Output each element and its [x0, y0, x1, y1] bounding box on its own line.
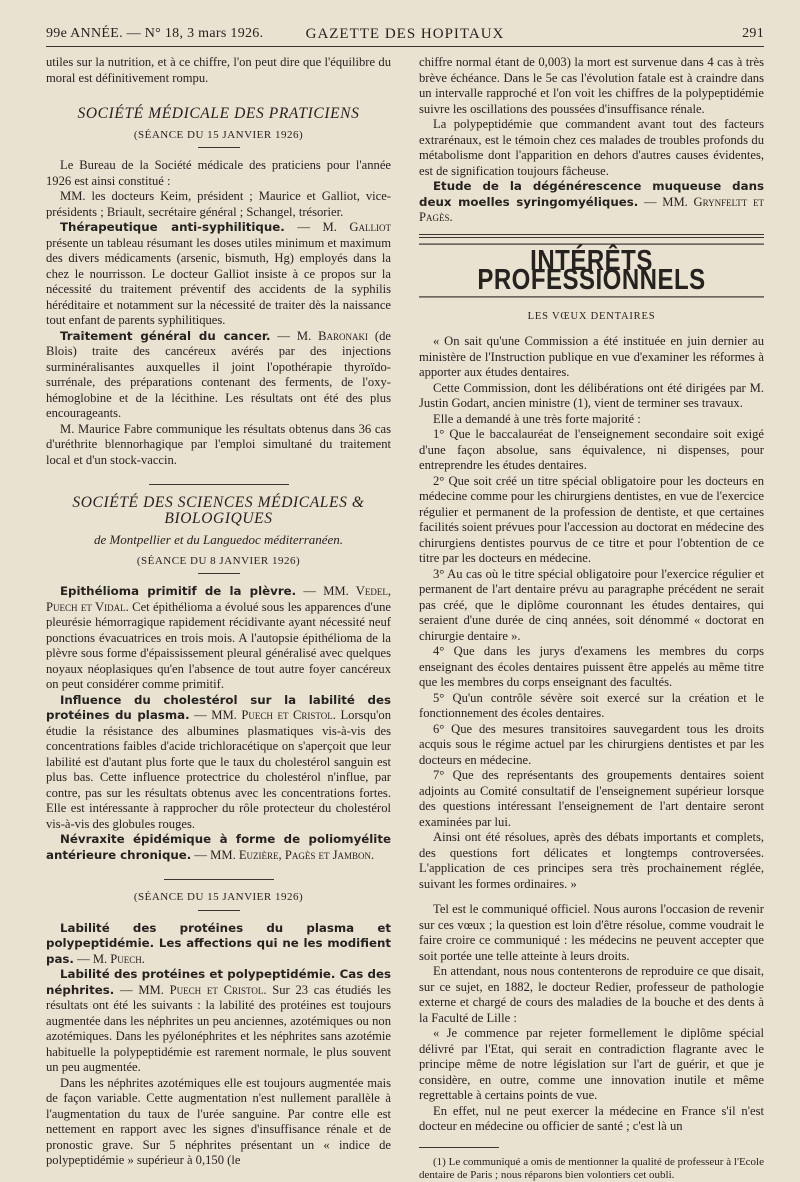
- article-title: Etude de la dégénérescence muqueuse dans deux moelles syringomyéliques.: [419, 179, 764, 209]
- session-date: (SÉANCE DU 15 JANVIER 1926): [133, 128, 304, 141]
- paragraph: Le Bureau de la Société médicale des praticiens pour l'année 1926 est ainsi constitué :: [46, 158, 391, 188]
- article-authors: MM. Grynfeltt et Pagès.: [419, 194, 764, 224]
- voeu-item: 4° Que dans les jurys d'examens les membres du corps enseignant des écoles dentaires puissent être appelés au même titre que les membres du corps enseignant des facultés.: [419, 644, 764, 689]
- short-divider: [198, 910, 240, 911]
- article-text: Cet épithélioma a évolué sous les apparences d'une pleurésie hémorragique rapidement récidivante ayant nécessité neuf ponctions évacuatrices en trois mois. A l'autopsie épithélioma de la plèvre sous forme d'épaississement pleural généralisé avec quelques noyaux néoplasiques qu'en l'absence de tout autre foyer cancéreux on peut considérer comme primitif.: [46, 599, 391, 691]
- article-cholesterol: Influence du cholestérol sur la labilité des protéines du plasma. — MM. Puech et Cristol. Lorsqu'on étudie la résistance des albumines plasmatiques vis-à-vis des concentrations faibles d'acide trichloracétique on s'aperçoit que leur labilité est d'autant plus forte que le taux du cholestérol sanguin est plus bas. Cette influence protectrice du cholestérol n'influe, par contre, pas sur les résultats obtenus avec les concentrations fortes. Elle est intéressante à rapprocher du rôle protecteur du cholestérol vis-à-vis des globules rouges.: [46, 692, 392, 831]
- article-authors: M. Baronaki: [296, 328, 369, 343]
- voeu-item: 5° Qu'un contrôle sévère soit exercé sur la création et le fonctionnement des écoles dentaires.: [419, 690, 764, 720]
- journal-title: GAZETTE DES HOPITAUX: [305, 26, 505, 42]
- section-divider: [149, 484, 289, 485]
- footnote-divider: [419, 1147, 499, 1148]
- article-text: présente un tableau résumant les doses utiles minimum et maximum des divers médicaments (arsenic, bismuth, Hg) employés dans la chez le nourrisson. Le docteur Galliot insiste à ce propos sur la nécessité du traitement préventif des accidents de la syphilis héréditaire et notamment sur la nécessité de traiter dès la naissance tout enfant de parents syphilitiques.: [46, 235, 391, 327]
- section-title-praticiens: SOCIÉTÉ MÉDICALE DES PRATICIENS: [77, 105, 360, 122]
- article-authors: M. Puech.: [92, 951, 145, 966]
- paragraph: Elle a demandé à une très forte majorité :: [433, 411, 641, 426]
- article-therapeutique: Thérapeutique anti-syphilitique. — M. Galliot présente un tableau résumant les doses utiles minimum et maximum des divers médicaments (arsenic, bismuth, Hg) employés dans la chez le nourrisson. Le docteur Galliot insiste à ce propos sur la nécessité du traitement préventif des accidents de la syphilis héréditaire et notamment sur la nécessité de traiter dès la naissance tout enfant de parents syphilitiques.: [46, 220, 391, 327]
- section-subhead: LES VŒUX DENTAIRES: [527, 310, 656, 322]
- article-syringomyelie: Etude de la dégénérescence muqueuse dans deux moelles syringomyéliques. — MM. Grynfeltt et Pagès.: [419, 179, 764, 224]
- voeu-item: 1° Que le baccalauréat de l'enseignement secondaire soit exigé d'une façon absolue, sans équivalence, ni dispenses, pour entreprendre les études dentaires.: [419, 427, 764, 472]
- article-authors: M. Galliot: [322, 220, 391, 234]
- article-authors: MM. Puech et Cristol.: [211, 708, 336, 722]
- article-title: Traitement général du cancer.: [60, 328, 271, 343]
- article-nevraxite: Névraxite épidémique à forme de poliomyélite antérieure chronique. — MM. Euzière, Pagès et Jambon.: [46, 832, 391, 862]
- paragraph: chiffre normal étant de 0,003) la mort est survenue dans 4 cas à très brève échéance. Dans le 5e cas l'évolution fatale est à craindre dans un intervalle rapproché et l'on voit les chiffres de la polypeptidémie suivre les oscillations des poussées d'insuffisance rénale.: [419, 55, 764, 116]
- article-authors: MM. Euzière, Pagès et Jambon.: [210, 847, 375, 862]
- article-nephrites: Labilité des protéines et polypeptidémie. Cas des néphrites. — MM. Puech et Cristol. Sur 23 cas étudiés les résultats ont été les suivants : la labilité des protéines est toujours augmentée dans les néphrites un peu anciennes, azotémiques ou non azotémiques. Dans les pyélonéphrites et les néphrites sans azotémie habituelle la polypeptidémie est rarement normale, le plus souvent un peu augmentée.: [46, 967, 392, 1074]
- article-title: Thérapeutique anti-syphilitique.: [60, 220, 285, 234]
- running-head: [46, 20, 764, 47]
- short-divider: [198, 147, 240, 148]
- voeu-item: 3° Au cas où le titre spécial obligatoire pour l'exercice régulier et permanent de l'art dentaire prévu au paragraphe précédent ne serait pas créé, que le diplôme couronnant les études dentaires, qui seraient d'une durée de cinq années, soit dénommé « doctorat en chirurgie dentaire ».: [419, 566, 764, 643]
- section-title-sciences: SOCIÉTÉ DES SCIENCES MÉDICALES & BIOLOGIQUES: [72, 494, 365, 527]
- intro-paragraph: utiles sur la nutrition, et à ce chiffre, l'on peut dire que l'équilibre du moral est définitivement rompu.: [46, 55, 391, 85]
- paragraph: La polypeptidémie que commandent avant tout des facteurs extrarénaux, est le témoin chez ces malades de troubles profonds du métabolisme dont l'apparition en dehors d'autres causes évidentes, est de signification toujours fâcheuse.: [419, 117, 764, 178]
- article-title: Névraxite épidémique à forme de poliomyélite antérieure chronique.: [46, 832, 391, 862]
- session-date: (SÉANCE DU 8 JANVIER 1926): [136, 554, 301, 567]
- article-title: Labilité des protéines du plasma et polypeptidémie. Les affections qui ne les modifient pas.: [46, 920, 391, 966]
- article-title: Influence du cholestérol sur la labilité des protéines du plasma.: [46, 692, 391, 722]
- article-text: Sur 23 cas étudiés les résultats ont été les suivants : la labilité des protéines est toujours augmentée dans les néphrites un peu anciennes, azotémiques ou non azotémiques. Dans les pyélonéphrites et les néphrites sans azotémie habituelle la polypeptidémie est rarement normale, le plus souvent un peu augmentée.: [46, 982, 392, 1074]
- short-divider: [198, 573, 240, 574]
- voeu-item: 7° Que des représentants des groupements dentaires soient adjoints au Comité consultatif de l'enseignement supérieur lorsque des questions intéressant l'enseignement de l'art dentaire seront examinées par lui.: [419, 768, 764, 829]
- issue-line: 99e ANNÉE. — N° 18, 3 mars 1926.: [46, 26, 264, 41]
- footnote: (1) Le communiqué a omis de mentionner la qualité de professeur à l'Ecole dentaire de Paris ; nous réparons bien volontiers cet oubli.: [419, 1155, 764, 1181]
- article-text: Lorsqu'on étudie la résistance des albumines plasmatiques vis-à-vis des concentrations faibles d'acide trichloracétique on s'aperçoit que leur labilité est d'autant plus forte que le taux du cholestérol sanguin est plus bas. Cette influence protectrice du cholestérol n'influe, par contre, pas sur les résultats obtenus avec les concentrations fortes. Elle est intéressante à rapprocher du rôle protecteur du cholestérol vis-à-vis des globules rouges.: [46, 708, 392, 831]
- article-title: Labilité des protéines et polypeptidémie. Cas des néphrites.: [46, 967, 391, 997]
- article-authors: MM. Puech et Cristol.: [138, 982, 267, 997]
- paragraph: Dans les néphrites azotémiques elle est toujours augmentée mais de façon variable. Cette augmentation n'est nullement parallèle à l'augmentation du taux de l'urée sanguine. Par contre elle est nettement en rapport avec les signes d'insuffisance rénale et de pronostic grave. Sur 5 néphrites présentant un « indice de polypeptidémie » supérieur à 0,150 (le: [46, 1075, 391, 1167]
- paragraph: « On sait qu'une Commission a été instituée en juin dernier au ministère de l'Instruction publique en vue d'examiner les réformes à apporter aux études dentaires.: [419, 334, 764, 379]
- double-divider: [419, 234, 764, 238]
- paragraph: M. Maurice Fabre communique les résultats obtenus dans 36 cas d'uréthrite blennorhagique par l'emploi simultané du traitement local et d'un stock-vaccin.: [46, 421, 391, 467]
- paragraph: Cette Commission, dont les délibérations ont été dirigées par M. Justin Godart, ancien ministre (1), vient de terminer ses travaux.: [419, 380, 764, 410]
- left-column: [46, 55, 391, 1182]
- page-number: 291: [742, 26, 764, 41]
- voeu-item: 6° Que des mesures transitoires sauvegardent tous les droits acquis sous le régime actuel par les chirurgiens dentistes et par les docteurs en médecine.: [419, 721, 764, 767]
- section-divider: [164, 879, 274, 880]
- voeu-item: 2° Que soit créé un titre spécial obligatoire pour les docteurs en médecine comme pour les chirurgiens dentistes, en vue de l'exercice régulier et permanent de la profession de dentiste, et que certaines facilités soient prévues pour l'accession au doctorat en médecine des chirurgiens dentistes pourvus de ce titre et pour l'obtention de ce titre par les docteurs en médecine.: [419, 473, 764, 565]
- right-column: [419, 55, 764, 1182]
- paragraph: MM. les docteurs Keim, président ; Maurice et Galliot, vice-présidents ; Briault, secrétaire général ; Schangel, trésorier.: [46, 189, 391, 219]
- article-title: Epithélioma primitif de la plèvre.: [60, 584, 297, 598]
- article-labilite: Labilité des protéines du plasma et polypeptidémie. Les affections qui ne les modifient pas. — M. Puech.: [46, 920, 391, 966]
- paragraph: En attendant, nous nous contenterons de reproduire ce que disait, sur ce sujet, en 1882, le docteur Redier, professeur de pathologie externe et chargé de cours des maladies de la bouche et des dents à la Faculté de Lille :: [419, 964, 764, 1025]
- paragraph: Ainsi ont été résolues, après des débats importants et complets, des questions fort délicates et longtemps controversées. L'application de ces principes sera très prochainement réglée, suivant les formes ordinaires. »: [419, 830, 764, 891]
- article-text: (de Blois) traite des cancéreux avérés par des injections surminéralisantes auxquelles il joint l'opothérapie thyroïdo-surrénale, des préparations contenant des ferments, de l'oxy-hémoglobine et de la lécithine. Les résultats ont été des plus encourageants.: [46, 328, 391, 420]
- article-cancer: Traitement général du cancer. — M. Baronaki (de Blois) traite des cancéreux avérés par des injections surminéralisantes auxquelles il joint l'opothérapie thyroïdo-surrénale, des préparations contenant des ferments, de l'oxy-hémoglobine et de la lécithine. Les résultats ont été des plus encourageants.: [46, 328, 391, 420]
- article-epithelioma: Epithélioma primitif de la plèvre. — MM. Vedel, Puech et Vidal. Cet épithélioma a évolué sous les apparences d'une pleurésie hémorragique rapidement récidivante ayant nécessité neuf ponctions évacuatrices en trois mois. A l'autopsie épithélioma de la plèvre sous forme d'épaississement pleural généralisé avec quelques noyaux néoplasiques qu'en l'absence de tout autre foyer cancéreux on peut considérer comme primitif.: [46, 584, 392, 691]
- paragraph: Tel est le communiqué officiel. Nous aurons l'occasion de revenir sur ces vœux ; la question est loin d'être résolue, comme voudrait le faire croire ce communiqué : les médecins ne peuvent accepter que soit portée une telle atteinte à leurs droits.: [419, 902, 764, 963]
- section-subtitle: de Montpellier et du Languedoc méditerranéen.: [93, 532, 344, 547]
- paragraph: En effet, nul ne peut exercer la médecine en France s'il n'est docteur en médecine ou officier de santé ; c'est là un: [419, 1103, 764, 1133]
- article-authors: MM. Vedel, Puech et Vidal.: [46, 584, 392, 614]
- session-date: (SÉANCE DU 15 JANVIER 1926): [133, 891, 304, 903]
- section-banner: INTÉRÊTS PROFESSIONNELS: [419, 243, 764, 297]
- paragraph: « Je commence par rejeter formellement le diplôme spécial délivré par l'Etat, qui serait en contradiction flagrante avec le principe même de notre législation sur l'art de guérir, et que je considère, en outre, comme une innovation inutile et même regrettable à certains points de vue.: [419, 1026, 764, 1102]
- columns: [46, 55, 764, 1182]
